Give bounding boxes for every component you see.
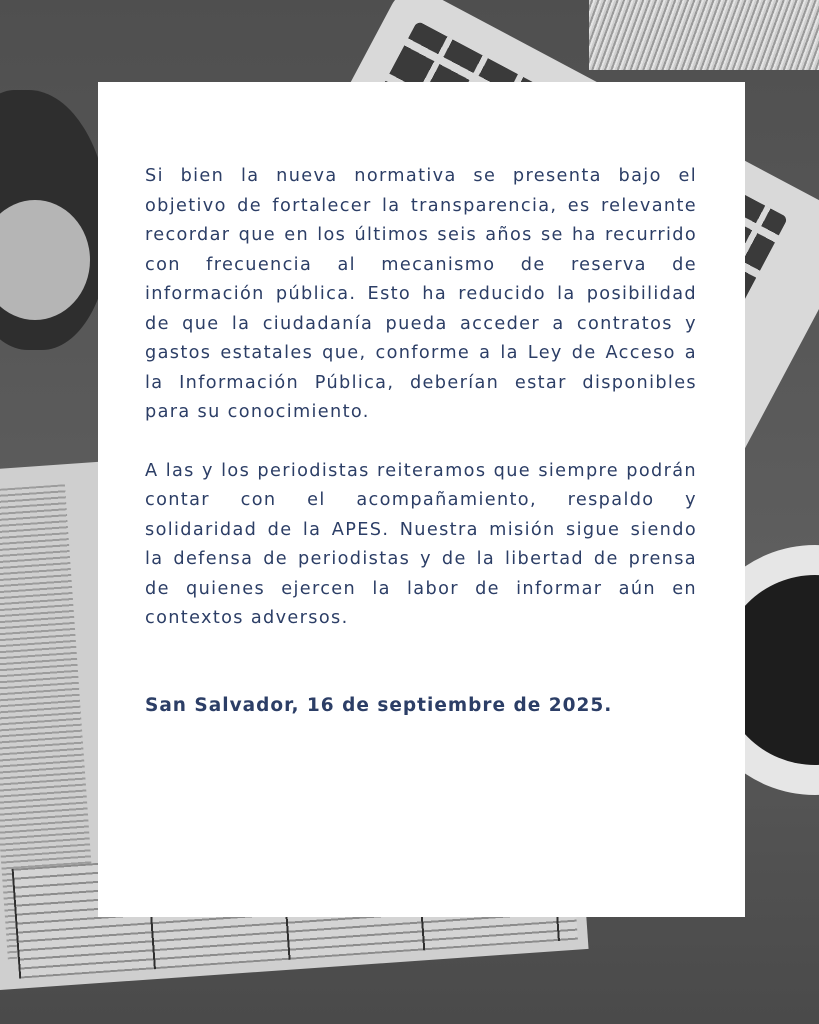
statement-paragraph: Si bien la nueva normativa se presenta bajo el objetivo de fortalecer la transparencia, es relevante recordar que en los últimos seis años se ha recurrido con frecuencia al mecanismo de reserva de información pública. Esto ha reducido la posibilidad de que la ciudadanía pueda acceder a contratos y gastos estatales que, conforme a la Ley de Acceso a la Información Pública, deberían estar disponibles para su conocimiento. (145, 166, 697, 422)
grass-mat (589, 0, 819, 70)
statement-paragraph: A las y los periodistas reiteramos que siempre podrán contar con el acompañamiento, respaldo y solidaridad de la APES. Nuestra misión sigue siendo la defensa de periodistas y de la libertad de prensa de quienes ejercen la labor de informar aún en contextos adversos. (145, 460, 697, 628)
statement-card (98, 82, 745, 917)
signature-place-date: San Salvador, 16 de septiembre de 2025. (145, 694, 613, 716)
